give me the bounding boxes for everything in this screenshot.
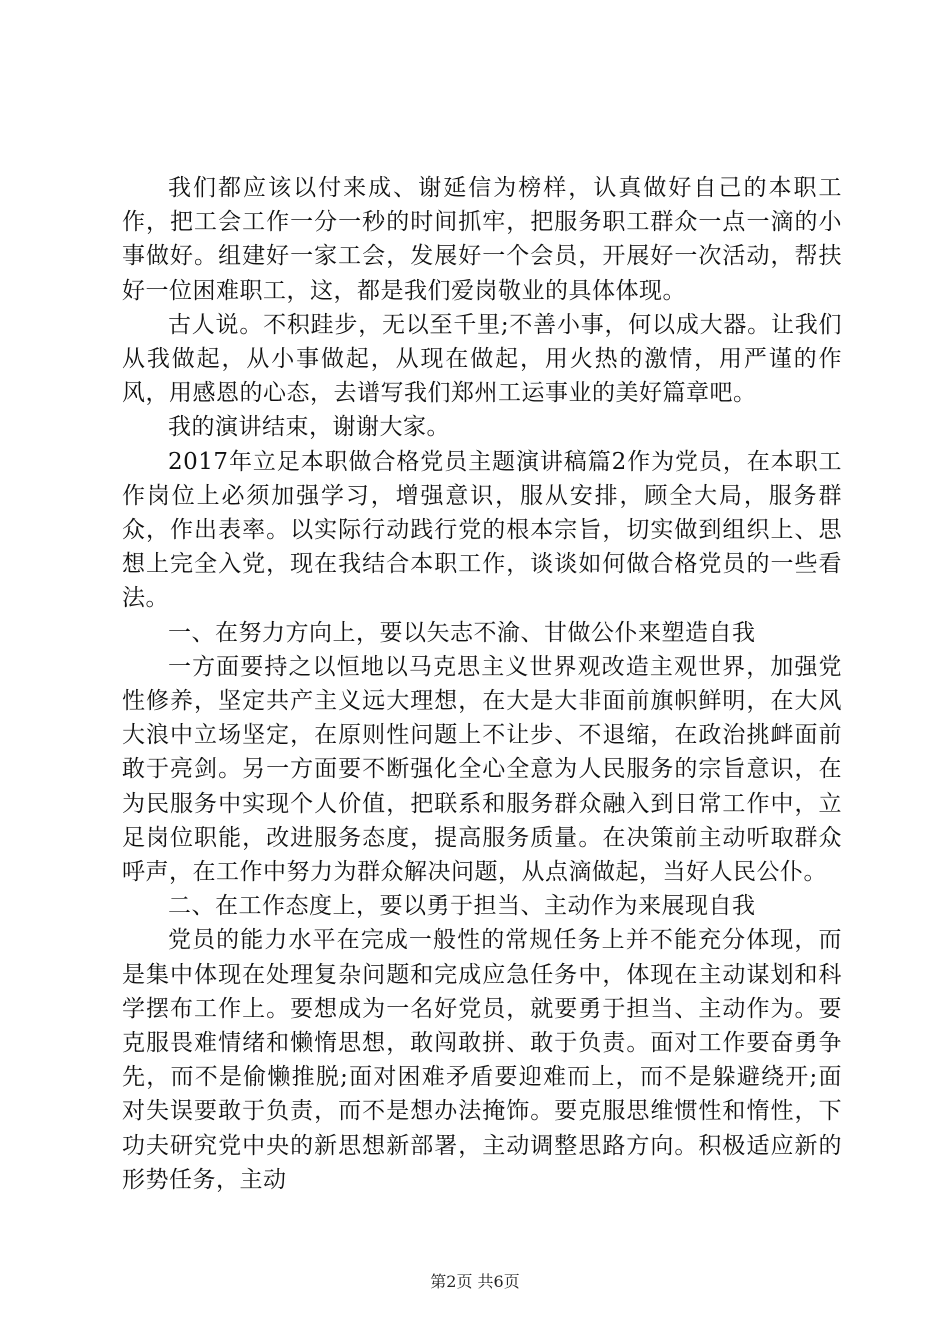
paragraph: 2017年立足本职做合格党员主题演讲稿篇2作为党员，在本职工作岗位上必须加强学习，增强意识，服从安排，顾全大局，服务群众，作出表率。以实际行动践行党的根本宗旨，切实做到组织上、思想上完全入党，现在我结合本职工作，谈谈如何做合格党员的一些看法。	[122, 448, 842, 612]
paragraph: 一方面要持之以恒地以马克思主义世界观改造主观世界，加强党性修养，坚定共产主义远大理想，在大是大非面前旗帜鲜明，在大风大浪中立场坚定，在原则性问题上不让步、不退缩，在政治挑衅面前敢于亮剑。另一方面要不断强化全心全意为人民服务的宗旨意识，在为民服务中实现个人价值，把联系和服务群众融入到日常工作中，立足岗位职能，改进服务态度，提高服务质量。在决策前主动听取群众呼声，在工作中努力为群众解决问题，从点滴做起，当好人民公仆。	[122, 653, 842, 886]
paragraph: 党员的能力水平在完成一般性的常规任务上并不能充分体现，而是集中体现在处理复杂问题和完成应急任务中，体现在主动谋划和科学摆布工作上。要想成为一名好党员，就要勇于担当、主动作为。要克服畏难情绪和懒惰思想，敢闯敢拼、敢于负责。面对工作要奋勇争先，而不是偷懒推脱;面对困难矛盾要迎难而上，而不是躲避绕开;面对失误要敢于负责，而不是想办法掩饰。要克服思维惯性和惰性，下功夫研究党中央的新思想新部署，主动调整思路方向。积极适应新的形势任务，主动	[122, 927, 842, 1193]
page-number-footer: 第2页 共6页	[430, 1272, 520, 1291]
section-heading: 一、在努力方向上，要以矢志不渝、甘做公仆来塑造自我	[168, 619, 756, 646]
paragraph: 我的演讲结束，谢谢大家。	[168, 414, 450, 441]
paragraph: 我们都应该以付来成、谢延信为榜样，认真做好自己的本职工作，把工会工作一分一秒的时间抓牢，把服务职工群众一点一滴的小事做好。组建好一家工会，发展好一个会员，开展好一次活动，帮扶好一位困难职工，这，都是我们爱岗敬业的具体体现。	[122, 175, 842, 304]
paragraph: 古人说。不积跬步，无以至千里;不善小事，何以成大器。让我们从我做起，从小事做起，从现在做起，用火热的激情，用严谨的作风，用感恩的心态，去谱写我们郑州工运事业的美好篇章吧。	[122, 311, 842, 407]
section-heading: 二、在工作态度上，要以勇于担当、主动作为来展现自我	[168, 893, 756, 920]
document-body	[122, 171, 842, 1197]
